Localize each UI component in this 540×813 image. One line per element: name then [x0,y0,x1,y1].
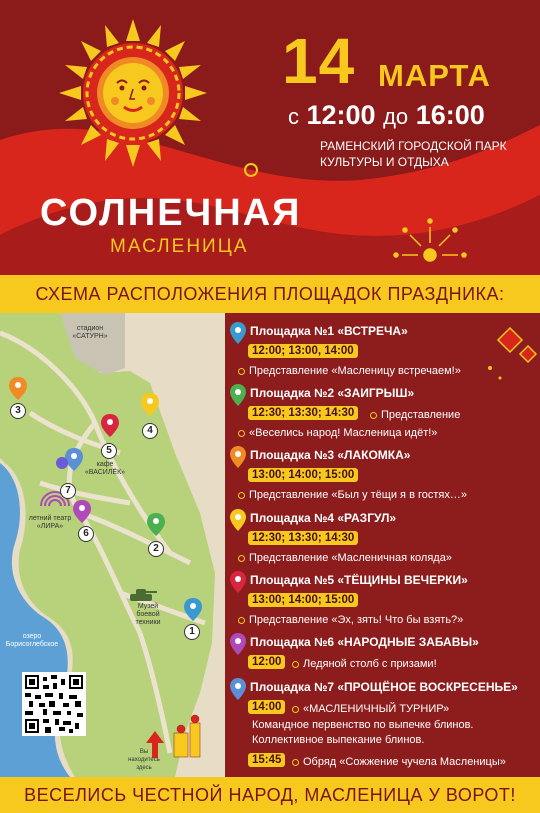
map-pin-icon [230,571,246,593]
venue-desc-inline [370,408,460,422]
event-subtitle: МАСЛЕНИЦА [110,236,249,257]
map-marker-3: 3 [10,403,26,419]
venue-times: 13:00; 14:00; 15:00 [248,593,358,607]
park-map [0,313,225,777]
venue-desc [238,613,463,627]
venue-line-2: КУЛЬТУРЫ И ОТДЫХА [320,155,449,169]
venue-name: Площадка №6 «НАРОДНЫЕ ЗАБАВЫ» [250,635,479,649]
venue-desc [238,551,452,565]
bullet-icon [292,661,299,668]
map-marker-5: 5 [101,443,117,459]
venue-desc [238,364,461,378]
bullet-icon [370,412,377,419]
venue-desc-2 [292,755,506,769]
venue-times: 13:00; 14:00; 15:00 [248,468,358,482]
bullet-icon [238,368,245,375]
venue-name: Площадка №2 «ЗАИГРЫШ» [250,386,415,400]
venue-desc-2-text: Обряд «Сожжение чучела Масленицы» [303,756,506,768]
time-to: 16:00 [415,100,485,130]
bullet-icon [238,555,245,562]
venue-name: Площадка №4 «РАЗГУЛ» [250,511,397,525]
qr-code-icon [25,675,83,733]
map-marker-7: 7 [60,483,76,499]
venue-times: 12:30; 13:30; 14:30 [248,406,358,420]
map-marker-1: 1 [184,624,200,640]
map-pin-icon [230,678,246,700]
map-marker-4: 4 [142,423,158,439]
venue-times: 12:00 [248,655,285,669]
venue-desc [238,488,467,502]
bullet-icon [238,492,245,499]
event-month: МАРТА [378,58,491,93]
venue-name: Площадка №1 «ВСТРЕЧА» [250,324,408,338]
map-pin-icon [230,322,246,344]
venue-desc-text: Представление «Масленицу встречаем!» [249,365,461,377]
map-pin-icon [230,509,246,531]
map-label-theatre: летний театр «ЛИРА» [28,515,72,530]
time-mid: до [383,104,409,129]
venue-desc-line-1: Командное первенство по выпечке блинов. [252,719,474,731]
event-title: СОЛНЕЧНАЯ [40,192,302,234]
map-label-lake: озеро Борисоглебское [5,633,59,648]
map-pin-icon [230,384,246,406]
venue-line-1: РАМЕНСКИЙ ГОРОДСКОЙ ПАРК [320,139,507,153]
venue-desc-text: Представление «Масленичная коляда» [249,552,452,564]
map-marker-6: 6 [78,526,94,542]
venue-times-2: 15:45 [248,753,285,767]
venue-times: 14:00 [248,700,285,714]
footer-slogan: ВЕСЕЛИСЬ ЧЕСТНОЙ НАРОД, МАСЛЕНИЦА У ВОРОТ! [0,777,540,813]
event-time [288,100,485,131]
schema-banner: СХЕМА РАСПОЛОЖЕНИЯ ПЛОЩАДОК ПРАЗДНИКА: [0,275,540,313]
venue-times: 12:30; 13:30; 14:30 [248,531,358,545]
bullet-icon [238,617,245,624]
map-marker-2: 2 [148,541,164,557]
map-label-museum: Музей боевой техники [135,603,161,626]
bullet-icon [238,430,245,437]
venue-name: Площадка №7 «ПРОЩЁНОЕ ВОСКРЕСЕНЬЕ» [250,680,518,694]
map-pin-icon [230,446,246,468]
venue-desc-line-2: Коллективное выпекание блинов. [252,734,425,746]
map-label-you-are-here: Вы находитесь здесь [128,749,160,771]
venue-desc-inline-text: Представление [381,409,461,421]
sun-logo-icon [58,18,208,168]
map-pin-icon [230,633,246,655]
map-label-stadium: стадион «САТУРН» [72,325,108,340]
venue-desc-text: Представление «Был у тёщи я в гостях…» [249,489,467,501]
venue-desc-inline [292,702,449,716]
venue-desc-inline-text: «МАСЛЕНИЧНЫЙ ТУРНИР» [303,703,450,715]
bullet-icon [292,706,299,713]
venue-address [320,138,530,170]
qr-code[interactable] [22,672,86,736]
time-from: 12:00 [306,100,376,130]
ring-ornament [244,163,258,177]
bullet-icon [292,759,299,766]
venue-desc-inline-text: Ледяной столб с призами! [303,658,437,670]
venue-desc-text: «Веселись народ! Масленица идёт!» [249,427,438,439]
venue-desc [238,426,437,440]
event-day: 14 [282,25,356,97]
time-prefix: с [288,104,299,129]
venue-times: 12:00; 13:00, 14:00 [248,344,358,358]
map-label-cafe: кафе «ВАСИЛЁК» [84,461,126,476]
venues-list [230,318,535,773]
header [0,0,540,275]
venue-desc-inline [292,657,437,671]
venue-name: Площадка №3 «ЛАКОМКА» [250,448,411,462]
venue-desc-text: Представление «Эх, зять! Что бы взять?» [249,614,464,626]
venue-name: Площадка №5 «ТЁЩИНЫ ВЕЧЕРКИ» [250,573,468,587]
